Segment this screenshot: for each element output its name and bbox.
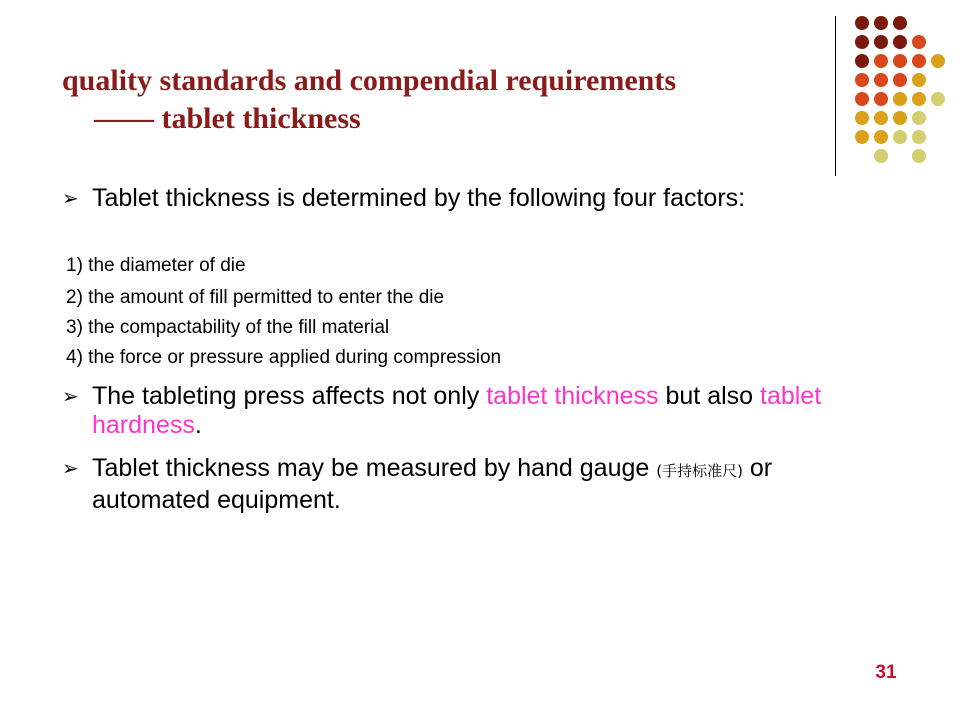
decor-dot	[855, 130, 869, 144]
bullet-text	[62, 382, 842, 440]
bullet-text-part: .	[194, 411, 202, 439]
chinese-annotation: (手持标准尺)	[656, 462, 743, 480]
highlight-term: tablet hardness	[92, 382, 822, 439]
decor-dot	[912, 73, 926, 87]
decor-dot	[855, 35, 869, 49]
arrow-bullet-icon: ➢	[62, 456, 79, 480]
factor-item: 1) the diameter of die	[66, 255, 246, 276]
decor-dot	[855, 73, 869, 87]
decor-dot	[874, 54, 888, 68]
bullet-text: Tablet thickness is determined by the following four factors:	[92, 184, 746, 212]
decor-dot	[912, 35, 926, 49]
arrow-bullet-icon: ➢	[62, 186, 79, 210]
bullet-item	[62, 454, 842, 515]
bullet-text	[62, 454, 842, 515]
decor-dot	[912, 111, 926, 125]
decor-dot	[874, 35, 888, 49]
bullet-item	[62, 382, 842, 440]
decor-dot	[874, 149, 888, 163]
title-line-1: quality standards and compendial requirements	[62, 64, 676, 97]
decor-dot	[893, 130, 907, 144]
slide-title	[62, 62, 832, 138]
decor-dot	[912, 92, 926, 106]
bullet-text-part: but also	[658, 382, 760, 410]
decor-dot	[874, 111, 888, 125]
decor-dot	[874, 92, 888, 106]
decor-dot	[912, 54, 926, 68]
vertical-divider	[835, 16, 836, 176]
bullet-text-part: The tableting press affects not only	[92, 382, 487, 410]
decor-dot	[893, 35, 907, 49]
decor-dot	[874, 73, 888, 87]
factor-item: 3) the compactability of the fill material	[66, 317, 390, 338]
title-line-2: —— tablet thickness	[94, 102, 361, 135]
factor-item: 4) the force or pressure applied during compression	[66, 347, 502, 368]
decor-dot	[855, 111, 869, 125]
decor-dot	[893, 92, 907, 106]
decor-dot	[874, 16, 888, 30]
decor-dot	[874, 130, 888, 144]
highlight-term: tablet thickness	[486, 382, 659, 410]
page-number: 31	[875, 662, 897, 683]
decor-dot	[893, 54, 907, 68]
decor-dot	[931, 92, 945, 106]
decor-dot	[893, 111, 907, 125]
arrow-bullet-icon: ➢	[62, 384, 79, 408]
decor-dot	[893, 16, 907, 30]
bullet-text-part: or automated equipment.	[92, 454, 773, 514]
decor-dot	[855, 92, 869, 106]
factor-item: 2) the amount of fill permitted to enter the die	[66, 287, 445, 308]
decor-dot	[893, 73, 907, 87]
decor-dot	[931, 54, 945, 68]
decor-dot	[855, 54, 869, 68]
decor-dot	[855, 16, 869, 30]
decor-dot	[912, 130, 926, 144]
bullet-text-part: Tablet thickness may be measured by hand gauge	[92, 454, 657, 482]
bullet-item	[62, 184, 842, 213]
decor-dot	[912, 149, 926, 163]
